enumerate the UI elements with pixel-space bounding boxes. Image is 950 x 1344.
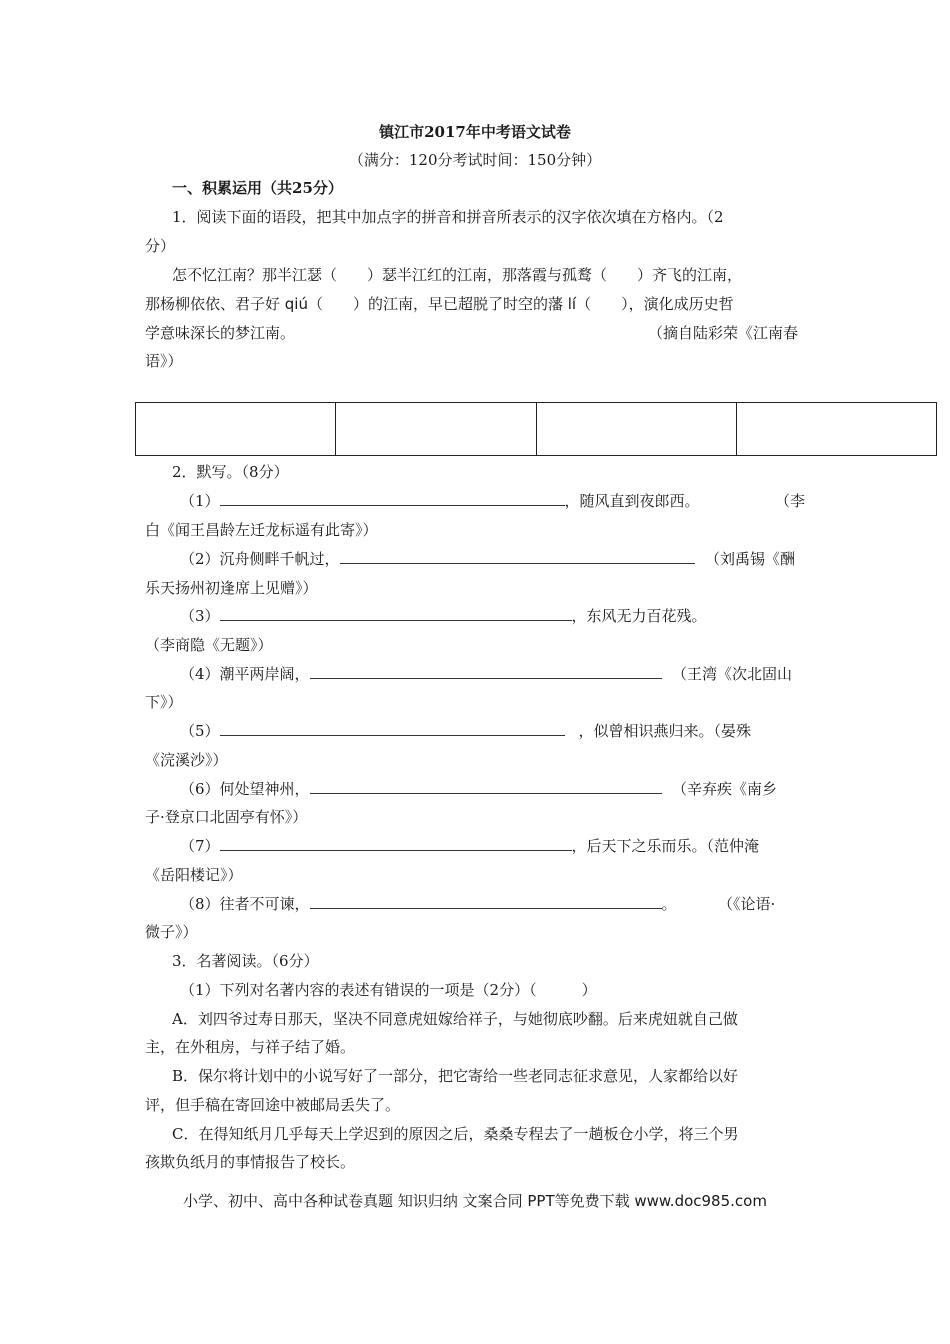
q3-stem: 3．名著阅读。（6分） [172,952,319,970]
fill-blank[interactable] [220,491,565,506]
answer-cell[interactable] [736,403,936,456]
q3-option-b: B．保尔将计划中的小说写好了一部分，把它寄给一些老同志征求意见，人家都给以好 [172,1067,739,1085]
q3-option-c-cont: 孩欺负纸月的事情报告了校长。 [145,1153,356,1171]
q2-item-3: （3） ，东风无力百花残。 [180,607,707,625]
fill-blank[interactable] [340,549,695,564]
q2-item-1-cont: 白《闻王昌龄左迁龙标遥有此寄》） [145,521,378,539]
answer-grid [135,402,937,456]
q2-item-8-cont: 微子》） [145,923,198,941]
q2-stem: 2．默写。（8分） [172,463,289,481]
q2-item-1: （1） ，随风直到夜郎西。 [180,492,700,510]
q2-item-4-source: （王湾《次北固山 [672,665,793,683]
q1-stem: 1．阅读下面的语段，把其中加点字的拼音和拼音所表示的汉字依次填在方格内。（2 [172,208,724,226]
q2-item-2: （2）沉舟侧畔千帆过， [180,549,845,569]
fill-blank[interactable] [310,664,662,679]
q2-item-8: （8）往者不可谏， 。 [180,895,677,913]
q1-source-cont: 语》） [145,352,183,370]
fill-blank[interactable] [310,779,662,794]
answer-cell[interactable] [136,403,336,456]
section-heading: 一、积累运用（共25分） [172,179,343,197]
q2-item-1-source: （李 [775,492,806,510]
q2-item-5: （5） ，似曾相识燕归来。（晏殊 [180,722,752,740]
q2-item-2-source: （刘禹锡《酬 [705,550,796,568]
q2-item-7: （7） ，后天下之乐而乐。（范仲淹 [180,837,760,855]
q3-option-a-cont: 主，在外租房，与祥子结了婚。 [145,1038,356,1056]
q2-item-6-cont: 子·登京口北固亭有怀》） [145,808,308,826]
fill-blank[interactable] [310,894,662,909]
q2-item-3-cont: （李商隐《无题》） [145,636,273,654]
q2-item-4-cont: 下》） [145,693,183,711]
q1-passage-line-1: 怎不忆江南？那半江瑟（ ）瑟半江红的江南，那落霞与孤鹜（ ）齐飞的江南， [172,266,743,284]
q3-sub1: （1）下列对名著内容的表述有错误的一项是（2分）（ ） [180,981,597,999]
q3-option-c: C．在得知纸月几乎每天上学迟到的原因之后，桑桑专程去了一趟板仓小学，将三个男 [172,1125,739,1143]
q1-passage-line-2: 那杨柳依依、君子好 qiú（ ）的江南，早已超脱了时空的藩 lí（ ），演化成历史哲 [145,295,734,313]
q2-item-2-cont: 乐天扬州初逢席上见赠》） [145,579,318,597]
footer-ad: 小学、初中、高中各种试卷真题 知识归纳 文案合同 PPT等免费下载 www.doc985.com [183,1192,767,1210]
q3-option-a: A．刘四爷过寿日那天，坚决不同意虎妞嫁给祥子，与她彻底吵翻。后来虎妞就自己做 [172,1010,738,1028]
q2-item-4: （4）潮平两岸阔， [180,664,845,684]
q1-source: （摘自陆彩荣《江南春 [648,324,799,342]
answer-cell[interactable] [336,403,536,456]
exam-subtitle: （满分：120分考试时间：150分钟） [348,151,602,169]
fill-blank[interactable] [220,836,572,851]
answer-cell[interactable] [536,403,736,456]
fill-blank[interactable] [220,606,572,621]
fill-blank[interactable] [220,721,565,736]
q2-item-6-source: （辛弃疾《南乡 [672,780,778,798]
q3-option-b-cont: 评，但手稿在寄回途中被邮局丢失了。 [145,1096,401,1114]
q1-stem-cont: 分） [145,237,176,255]
q2-item-6: （6）何处望神州， [180,779,845,799]
q2-item-7-cont: 《岳阳楼记》） [145,866,243,884]
q2-item-8-source: （《论语· [718,895,776,913]
exam-title: 镇江市2017年中考语文试卷 [379,123,571,141]
q1-passage-line-3: 学意味深长的梦江南。 [145,324,296,342]
q2-item-5-cont: 《浣溪沙》） [145,751,228,769]
